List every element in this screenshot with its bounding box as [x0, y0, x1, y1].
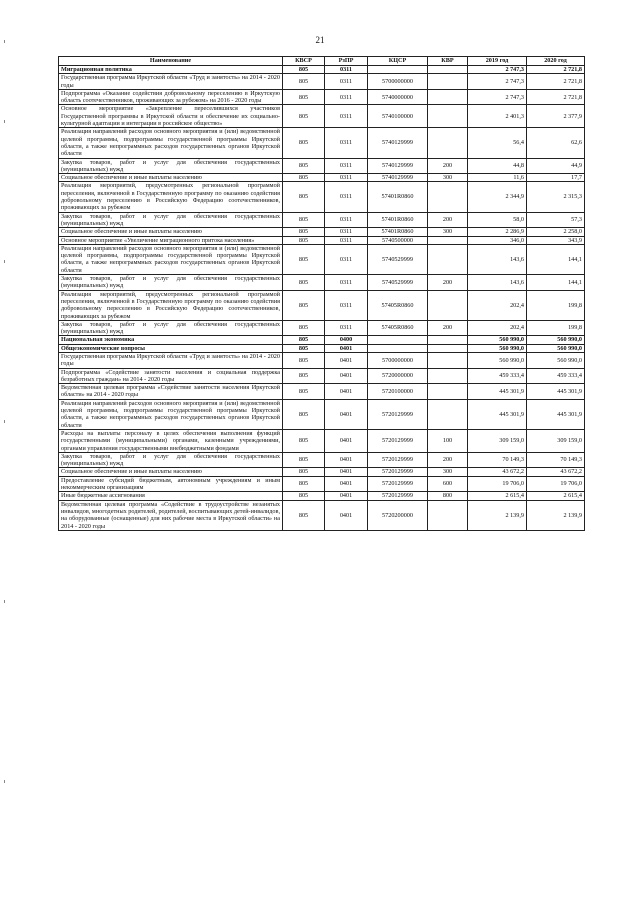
col-header-kvr: КВР	[428, 57, 468, 66]
cell-2019: 560 990,0	[468, 336, 527, 344]
cell-2020: 2 721,8	[527, 89, 585, 105]
cell-kvsr: 805	[283, 89, 325, 105]
cell-name: Реализация направлений расходов основного мероприятия и (или) ведомственной целевой программы, подпрограммы государственной программы Иркутской области, а также непрограммных расходов государственных органов Иркутской области	[59, 128, 283, 158]
cell-kvsr: 805	[283, 476, 325, 492]
cell-2019: 43 672,2	[468, 468, 527, 476]
cell-kcsr: 5720129999	[368, 476, 428, 492]
table-row	[59, 236, 585, 244]
cell-kvsr: 805	[283, 344, 325, 352]
cell-2020: 445 301,9	[527, 384, 585, 400]
cell-kvsr: 805	[283, 368, 325, 384]
cell-kcsr: 5740129999	[368, 128, 428, 158]
cell-2019: 560 990,0	[468, 352, 527, 368]
cell-name: Национальная экономика	[59, 336, 283, 344]
cell-name: Закупка товаров, работ и услуг для обеспечения государственных (муниципальных) нужд	[59, 275, 283, 291]
col-header-rzpr: РзПР	[325, 57, 368, 66]
cell-kvr	[428, 336, 468, 344]
cell-name: Закупка товаров, работ и услуг для обеспечения государственных (муниципальных) нужд	[59, 212, 283, 228]
cell-rzpr: 0401	[325, 344, 368, 352]
cell-kcsr: 5720129999	[368, 468, 428, 476]
cell-rzpr: 0311	[325, 128, 368, 158]
cell-name: Расходы на выплаты персоналу в целях обеспечения выполнения функций государственными (муниципальными) органами, казенными учреждениями, органами управления государственными внебюджетными фондами	[59, 429, 283, 452]
cell-2020: 62,6	[527, 128, 585, 158]
cell-kcsr: 5720129999	[368, 492, 428, 500]
cell-kvr: 300	[428, 468, 468, 476]
cell-kvr	[428, 399, 468, 429]
cell-kvsr: 805	[283, 399, 325, 429]
cell-2020: 70 149,3	[527, 452, 585, 468]
table-row	[59, 399, 585, 429]
cell-rzpr: 0311	[325, 275, 368, 291]
cell-kvsr: 805	[283, 244, 325, 274]
cell-2019: 19 706,0	[468, 476, 527, 492]
cell-kvr	[428, 182, 468, 212]
table-row	[59, 344, 585, 352]
cell-2019: 2 747,3	[468, 66, 527, 74]
cell-kvsr: 805	[283, 66, 325, 74]
cell-2019: 143,6	[468, 244, 527, 274]
table-row	[59, 74, 585, 90]
budget-sheet	[58, 56, 584, 531]
cell-2019: 202,4	[468, 290, 527, 320]
cell-kvr	[428, 89, 468, 105]
cell-kcsr: 57405R0860	[368, 320, 428, 336]
cell-kvsr: 805	[283, 468, 325, 476]
cell-kvr: 200	[428, 275, 468, 291]
table-body	[59, 66, 585, 531]
table-row	[59, 174, 585, 182]
cell-name: Социальное обеспечение и иные выплаты населению	[59, 228, 283, 236]
cell-kcsr: 57401R0860	[368, 212, 428, 228]
cell-rzpr: 0401	[325, 452, 368, 468]
cell-name: Закупка товаров, работ и услуг для обеспечения государственных (муниципальных) нужд	[59, 158, 283, 174]
cell-rzpr: 0311	[325, 290, 368, 320]
cell-2020: 560 990,0	[527, 344, 585, 352]
cell-2020: 309 159,0	[527, 429, 585, 452]
cell-kvr	[428, 105, 468, 128]
cell-name: Социальное обеспечение и иные выплаты населению	[59, 468, 283, 476]
cell-rzpr: 0311	[325, 212, 368, 228]
cell-kvsr: 805	[283, 275, 325, 291]
table-row	[59, 476, 585, 492]
cell-kvr	[428, 128, 468, 158]
cell-kvr	[428, 384, 468, 400]
cell-kcsr: 5740529999	[368, 275, 428, 291]
table-row	[59, 320, 585, 336]
cell-2020: 144,1	[527, 275, 585, 291]
cell-name: Общеэкономические вопросы	[59, 344, 283, 352]
cell-kvsr: 805	[283, 452, 325, 468]
col-header-kvsr: КВСР	[283, 57, 325, 66]
cell-rzpr: 0311	[325, 89, 368, 105]
cell-2019: 2 747,3	[468, 89, 527, 105]
cell-kcsr: 5720129999	[368, 452, 428, 468]
cell-name: Иные бюджетные ассигнования	[59, 492, 283, 500]
cell-name: Подпрограмма «Оказание содействия добровольному переселению в Иркутскую область соотечественников, проживающих за рубежом» на 2016 - 2020 годы	[59, 89, 283, 105]
cell-rzpr: 0311	[325, 228, 368, 236]
cell-rzpr: 0401	[325, 500, 368, 530]
cell-2019: 346,0	[468, 236, 527, 244]
cell-name: Основное мероприятие «Закрепление переселившихся участников Государственной программы в Иркутской области и обеспечение их социально-культурной адаптации и интеграции в российское общество»	[59, 105, 283, 128]
cell-kcsr	[368, 66, 428, 74]
cell-name: Государственная программа Иркутской области «Труд и занятость» на 2014 - 2020 годы	[59, 74, 283, 90]
cell-2020: 199,8	[527, 290, 585, 320]
cell-kvsr: 805	[283, 105, 325, 128]
cell-kcsr: 5720200000	[368, 500, 428, 530]
cell-rzpr: 0401	[325, 468, 368, 476]
cell-rzpr: 0311	[325, 236, 368, 244]
table-row	[59, 128, 585, 158]
cell-kvr: 200	[428, 452, 468, 468]
table-row	[59, 182, 585, 212]
cell-2020: 2 139,9	[527, 500, 585, 530]
cell-2019: 56,4	[468, 128, 527, 158]
cell-name: Миграционная политика	[59, 66, 283, 74]
cell-kvsr: 805	[283, 429, 325, 452]
cell-2019: 2 286,9	[468, 228, 527, 236]
cell-rzpr: 0311	[325, 244, 368, 274]
cell-kvsr: 805	[283, 320, 325, 336]
cell-name: Государственная программа Иркутской области «Труд и занятость» на 2014 - 2020 годы	[59, 352, 283, 368]
cell-kvr	[428, 236, 468, 244]
cell-2019: 44,8	[468, 158, 527, 174]
cell-2020: 2 721,8	[527, 66, 585, 74]
cell-rzpr: 0401	[325, 368, 368, 384]
cell-2019: 2 344,9	[468, 182, 527, 212]
cell-2019: 11,6	[468, 174, 527, 182]
cell-2020: 2 377,9	[527, 105, 585, 128]
cell-name: Предоставление субсидий бюджетным, автономным учреждениям и иным некоммерческим организациям	[59, 476, 283, 492]
cell-kcsr: 5700000000	[368, 352, 428, 368]
cell-rzpr: 0311	[325, 74, 368, 90]
cell-kvsr: 805	[283, 290, 325, 320]
cell-rzpr: 0401	[325, 384, 368, 400]
table-row	[59, 500, 585, 530]
budget-table	[58, 56, 585, 531]
cell-kvr: 100	[428, 429, 468, 452]
cell-kvr	[428, 244, 468, 274]
cell-kvr: 800	[428, 492, 468, 500]
cell-kvsr: 805	[283, 182, 325, 212]
cell-kvr	[428, 290, 468, 320]
table-row	[59, 468, 585, 476]
cell-kcsr: 5720129999	[368, 399, 428, 429]
cell-2020: 2 721,8	[527, 74, 585, 90]
table-row	[59, 66, 585, 74]
cell-2020: 19 706,0	[527, 476, 585, 492]
cell-kcsr	[368, 336, 428, 344]
table-header-row	[59, 57, 585, 66]
cell-kvr: 200	[428, 212, 468, 228]
table-row	[59, 368, 585, 384]
cell-kvsr: 805	[283, 352, 325, 368]
cell-kcsr: 5740129999	[368, 158, 428, 174]
col-header-kcsr: КЦСР	[368, 57, 428, 66]
cell-kvsr: 805	[283, 336, 325, 344]
table-row	[59, 452, 585, 468]
table-row	[59, 228, 585, 236]
cell-2020: 2 315,3	[527, 182, 585, 212]
cell-name: Закупка товаров, работ и услуг для обеспечения государственных (муниципальных) нужд	[59, 452, 283, 468]
table-row	[59, 352, 585, 368]
cell-2020: 560 990,0	[527, 336, 585, 344]
cell-kvr: 600	[428, 476, 468, 492]
cell-kcsr: 5740100000	[368, 105, 428, 128]
cell-2019: 445 301,9	[468, 399, 527, 429]
cell-kvr: 200	[428, 320, 468, 336]
cell-name: Подпрограмма «Содействие занятости населения и социальная поддержка безработных граждан» на 2014 - 2020 годы	[59, 368, 283, 384]
cell-name: Реализация направлений расходов основного мероприятия и (или) ведомственной целевой программы, подпрограммы государственной программы Иркутской области, а также непрограммных расходов государственных органов Иркутской области	[59, 244, 283, 274]
cell-rzpr: 0401	[325, 352, 368, 368]
cell-kvr	[428, 344, 468, 352]
cell-name: Закупка товаров, работ и услуг для обеспечения государственных (муниципальных) нужд	[59, 320, 283, 336]
cell-2019: 202,4	[468, 320, 527, 336]
cell-name: Реализация мероприятий, предусмотренных региональной программой переселения, включенной в Государственную программу по оказанию содействия добровольному переселению в Российскую Федерацию соотечественников, проживающих за рубежом	[59, 290, 283, 320]
cell-name: Ведомственная целевая программа «Содействие занятости населения Иркутской области» на 2014 - 2020 годы	[59, 384, 283, 400]
cell-2019: 143,6	[468, 275, 527, 291]
cell-kvr	[428, 352, 468, 368]
table-row	[59, 89, 585, 105]
table-row	[59, 336, 585, 344]
cell-2020: 2 258,0	[527, 228, 585, 236]
table-row	[59, 290, 585, 320]
table-row	[59, 212, 585, 228]
cell-2019: 445 301,9	[468, 384, 527, 400]
table-row	[59, 275, 585, 291]
cell-kvr: 300	[428, 228, 468, 236]
cell-2020: 44,9	[527, 158, 585, 174]
cell-rzpr: 0311	[325, 158, 368, 174]
cell-2020: 445 301,9	[527, 399, 585, 429]
cell-kcsr: 57401R0860	[368, 182, 428, 212]
cell-kcsr: 5740000000	[368, 89, 428, 105]
cell-2020: 343,9	[527, 236, 585, 244]
cell-rzpr: 0401	[325, 492, 368, 500]
cell-rzpr: 0400	[325, 336, 368, 344]
cell-2020: 459 333,4	[527, 368, 585, 384]
cell-2020: 17,7	[527, 174, 585, 182]
cell-2019: 2 747,3	[468, 74, 527, 90]
cell-rzpr: 0311	[325, 66, 368, 74]
cell-rzpr: 0401	[325, 476, 368, 492]
cell-2019: 2 615,4	[468, 492, 527, 500]
cell-rzpr: 0311	[325, 182, 368, 212]
cell-kcsr: 57401R0860	[368, 228, 428, 236]
table-row	[59, 492, 585, 500]
cell-kvsr: 805	[283, 128, 325, 158]
cell-2019: 2 401,3	[468, 105, 527, 128]
cell-2019: 309 159,0	[468, 429, 527, 452]
cell-kvsr: 805	[283, 492, 325, 500]
table-row	[59, 158, 585, 174]
cell-kvsr: 805	[283, 236, 325, 244]
cell-2020: 43 672,2	[527, 468, 585, 476]
cell-name: Основное мероприятие «Увеличение миграционного притока населения»	[59, 236, 283, 244]
cell-name: Реализация направлений расходов основного мероприятия и (или) ведомственной целевой программы, подпрограммы государственной программы Иркутской области, а также непрограммных расходов государственных органов Иркутской области	[59, 399, 283, 429]
cell-kvsr: 805	[283, 212, 325, 228]
cell-kcsr: 5740129999	[368, 174, 428, 182]
cell-rzpr: 0311	[325, 105, 368, 128]
cell-kvr	[428, 74, 468, 90]
table-row	[59, 244, 585, 274]
cell-kvr: 300	[428, 174, 468, 182]
cell-kcsr: 5740529999	[368, 244, 428, 274]
col-header-name: Наименование	[59, 57, 283, 66]
table-row	[59, 429, 585, 452]
cell-2020: 2 615,4	[527, 492, 585, 500]
cell-kvsr: 805	[283, 384, 325, 400]
cell-kvr	[428, 500, 468, 530]
cell-2020: 199,8	[527, 320, 585, 336]
cell-rzpr: 0311	[325, 174, 368, 182]
cell-2019: 560 990,0	[468, 344, 527, 352]
cell-2019: 459 333,4	[468, 368, 527, 384]
cell-2020: 144,1	[527, 244, 585, 274]
cell-2019: 58,0	[468, 212, 527, 228]
cell-kcsr: 5700000000	[368, 74, 428, 90]
cell-kcsr: 5740500000	[368, 236, 428, 244]
cell-kvsr: 805	[283, 174, 325, 182]
page-number: 21	[315, 35, 325, 45]
cell-name: Реализация мероприятий, предусмотренных региональной программой переселения, включенной в Государственную программу по оказанию содействия добровольному переселению в Российскую Федерацию соотечественников, проживающих за рубежом	[59, 182, 283, 212]
cell-kvsr: 805	[283, 158, 325, 174]
cell-name: Социальное обеспечение и иные выплаты населению	[59, 174, 283, 182]
cell-kcsr: 57405R0860	[368, 290, 428, 320]
cell-kcsr: 5720100000	[368, 384, 428, 400]
cell-2020: 560 990,0	[527, 352, 585, 368]
table-row	[59, 384, 585, 400]
table-row	[59, 105, 585, 128]
cell-name: Ведомственная целевая программа «Содействие в трудоустройстве незанятых инвалидов, многодетных родителей, родителей, воспитывающих детей-инвалидов, на оборудованные (оснащенные) для них рабочие места в Иркутской области» на 2014 - 2020 годы	[59, 500, 283, 530]
cell-2019: 70 149,3	[468, 452, 527, 468]
cell-2019: 2 139,9	[468, 500, 527, 530]
cell-rzpr: 0401	[325, 399, 368, 429]
cell-rzpr: 0311	[325, 320, 368, 336]
cell-2020: 57,3	[527, 212, 585, 228]
cell-rzpr: 0401	[325, 429, 368, 452]
cell-kvsr: 805	[283, 228, 325, 236]
cell-kcsr	[368, 344, 428, 352]
cell-kcsr: 5720000000	[368, 368, 428, 384]
cell-kvr	[428, 66, 468, 74]
cell-kvr: 200	[428, 158, 468, 174]
cell-kvsr: 805	[283, 74, 325, 90]
col-header-2019: 2019 год	[468, 57, 527, 66]
cell-kvsr: 805	[283, 500, 325, 530]
cell-kvr	[428, 368, 468, 384]
col-header-2020: 2020 год	[527, 57, 585, 66]
cell-kcsr: 5720129999	[368, 429, 428, 452]
